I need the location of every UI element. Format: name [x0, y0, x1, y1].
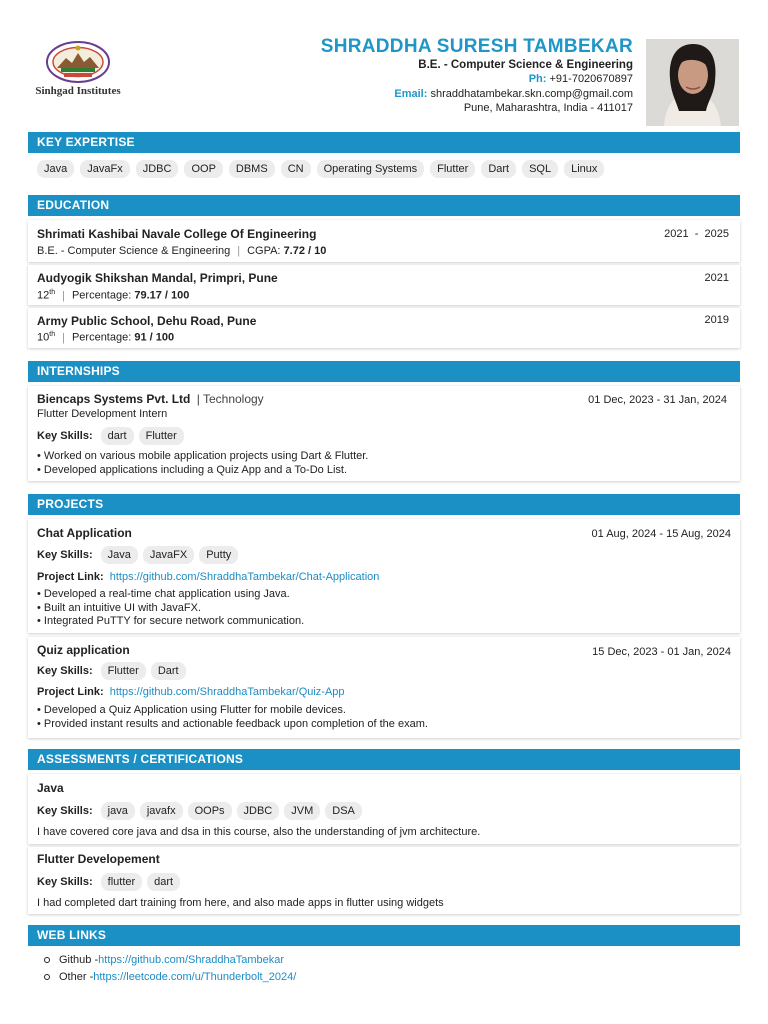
score-value: 7.72 / 10: [283, 245, 327, 257]
year-end: 2025: [704, 228, 729, 240]
location-line: Pune, Maharashtra, India - 411017: [463, 102, 633, 114]
profile-photo: [646, 39, 739, 126]
bullet-list: [37, 704, 428, 731]
bullet-list: [37, 588, 304, 629]
project-link[interactable]: https://github.com/ShraddhaTambekar/Chat-Application: [109, 571, 380, 583]
key-skills-row: [37, 662, 186, 680]
portrait-icon: [646, 39, 739, 126]
skill-chip: Putty: [199, 546, 238, 564]
key-skills-row: [37, 873, 180, 891]
education-detail: [37, 245, 326, 257]
internship-dates: 01 Dec, 2023 - 31 Jan, 2024: [588, 394, 727, 406]
candidate-name: SHRADDHA SURESH TAMBEKAR: [320, 36, 633, 57]
expertise-chip: SQL: [522, 160, 558, 178]
phone-label: Ph:: [528, 73, 547, 85]
skill-chip: Flutter: [101, 662, 146, 680]
school-name: Army Public School, Dehu Road, Pune: [37, 314, 257, 328]
bullet-item: • Worked on various mobile application projects using Dart & Flutter.: [37, 450, 369, 462]
key-skills-label: Key Skills:: [37, 805, 93, 817]
bullet-list: [37, 450, 368, 477]
skill-chip: dart: [147, 873, 180, 891]
assessment-description: I have covered core java and dsa in this course, also the understanding of jvm architecture.: [37, 826, 481, 838]
institute-logo: [28, 38, 128, 97]
project-title: Quiz application: [37, 643, 130, 657]
candidate-degree: B.E. - Computer Science & Engineering: [418, 59, 633, 71]
grade-text: 10: [37, 331, 50, 344]
company-line: [37, 392, 264, 406]
education-year: 2019: [704, 314, 729, 326]
key-skills-row: [37, 427, 184, 445]
education-years: [664, 228, 729, 240]
skill-chip: Flutter: [139, 427, 184, 445]
expertise-chip: CN: [281, 160, 311, 178]
section-header-education: EDUCATION: [28, 195, 740, 216]
bullet-circle-icon: [44, 957, 50, 963]
expertise-chip: OOP: [184, 160, 222, 178]
company-domain: | Technology: [196, 392, 264, 406]
education-year: 2021: [704, 272, 729, 284]
expertise-chip-list: [37, 160, 604, 178]
assessment-entry: [28, 847, 740, 914]
web-link-label: Other -: [59, 970, 94, 983]
key-skills-row: [37, 802, 362, 820]
expertise-chip: JDBC: [136, 160, 179, 178]
phone-line: [321, 72, 633, 87]
project-entry: [28, 637, 740, 738]
key-skills-label: Key Skills:: [37, 430, 93, 442]
expertise-chip: Java: [37, 160, 74, 178]
email-label: Email:: [394, 87, 428, 100]
section-header-assessments: ASSESSMENTS / CERTIFICATIONS: [28, 749, 740, 770]
year-start: 2021: [664, 228, 689, 240]
project-link-row: [37, 571, 379, 583]
skill-chip: DSA: [325, 802, 362, 820]
bullet-item: • Developed a Quiz Application using Flutter for mobile devices.: [37, 704, 346, 716]
separator: |: [62, 289, 65, 302]
project-entry: [28, 519, 740, 633]
leetcode-link[interactable]: https://leetcode.com/u/Thunderbolt_2024/: [93, 970, 297, 983]
email-value[interactable]: shraddhatambekar.skn.comp@gmail.com: [430, 87, 633, 100]
section-header-weblinks: WEB LINKS: [28, 925, 740, 946]
expertise-chip: Dart: [481, 160, 516, 178]
skill-chip: JDBC: [237, 802, 280, 820]
internship-entry: [28, 386, 740, 481]
project-dates: 01 Aug, 2024 - 15 Aug, 2024: [591, 528, 731, 540]
education-entry: [28, 220, 740, 262]
skill-chip: dart: [101, 427, 134, 445]
intern-role: Flutter Development Intern: [37, 408, 168, 420]
skill-chip: flutter: [101, 873, 143, 891]
phone-value[interactable]: +91-7020670897: [549, 73, 633, 85]
year-dash: -: [694, 228, 699, 240]
email-line: [321, 87, 633, 102]
assessment-title: Java: [37, 781, 64, 795]
key-skills-row: [37, 546, 238, 564]
skill-chip: JavaFX: [143, 546, 194, 564]
degree-text: B.E. - Computer Science & Engineering: [37, 245, 231, 257]
skill-chip: Java: [101, 546, 138, 564]
skill-chip: JVM: [284, 802, 320, 820]
skill-chip: Dart: [151, 662, 186, 680]
project-link-row: [37, 686, 345, 698]
project-dates: 15 Dec, 2023 - 01 Jan, 2024: [592, 646, 731, 658]
web-link-label: Github -: [59, 954, 99, 966]
bullet-item: • Built an intuitive UI with JavaFX.: [37, 601, 202, 614]
grade-suffix: th: [49, 289, 56, 296]
education-entry: [28, 265, 740, 305]
skill-chip: java: [101, 802, 135, 820]
education-detail: [37, 331, 174, 344]
skill-chip: javafx: [140, 802, 183, 820]
expertise-chip: Operating Systems: [317, 160, 425, 178]
expertise-chip: Flutter: [430, 160, 475, 178]
project-link-label: Project Link:: [37, 571, 104, 583]
score-value: 91 / 100: [134, 331, 175, 344]
skill-chip: OOPs: [188, 802, 232, 820]
logo-caption: Sinhgad Institutes: [35, 85, 121, 97]
expertise-chip: DBMS: [229, 160, 275, 178]
assessment-entry: [28, 774, 740, 844]
key-skills-label: Key Skills:: [37, 549, 93, 561]
project-link-label: Project Link:: [37, 686, 104, 698]
grade-text: 12: [37, 289, 50, 302]
bullet-item: • Integrated PuTTY for secure network communication.: [37, 615, 305, 627]
key-skills-label: Key Skills:: [37, 876, 93, 888]
github-link[interactable]: https://github.com/ShraddhaTambekar: [98, 954, 285, 966]
sinhgad-emblem-icon: [44, 38, 112, 84]
project-link[interactable]: https://github.com/ShraddhaTambekar/Quiz-App: [109, 686, 345, 698]
assessment-description: I had completed dart training from here, and also made apps in flutter using widgets: [37, 897, 444, 909]
expertise-chip: JavaFx: [80, 160, 129, 178]
web-links-list: [44, 952, 296, 985]
key-skills-label: Key Skills:: [37, 665, 93, 677]
score-label: CGPA:: [247, 245, 281, 257]
school-name: Shrimati Kashibai Navale College Of Engineering: [37, 227, 317, 241]
section-header-internships: INTERNSHIPS: [28, 361, 740, 382]
separator: |: [237, 245, 241, 257]
score-label: Percentage:: [71, 289, 132, 302]
separator: |: [62, 331, 65, 344]
contact-block: [321, 36, 633, 116]
school-name: Audyogik Shikshan Mandal, Primpri, Pune: [37, 271, 278, 285]
grade-suffix: th: [49, 331, 56, 338]
web-link-item: [44, 952, 296, 969]
expertise-chip: Linux: [564, 160, 604, 178]
assessment-title: Flutter Developement: [37, 852, 160, 866]
score-value: 79.17 / 100: [134, 289, 190, 302]
bullet-circle-icon: [44, 974, 50, 980]
bullet-item: • Developed a real-time chat application using Java.: [37, 588, 290, 600]
project-title: Chat Application: [37, 526, 132, 540]
education-entry: [28, 308, 740, 348]
score-label: Percentage:: [71, 331, 132, 344]
section-header-expertise: KEY EXPERTISE: [28, 132, 740, 153]
section-header-projects: PROJECTS: [28, 494, 740, 515]
education-detail: [37, 289, 189, 302]
bullet-item: • Developed applications including a Quiz App and a To-Do List.: [37, 463, 348, 476]
bullet-item: • Provided instant results and actionable feedback upon completion of the exam.: [37, 717, 428, 730]
company-name: Biencaps Systems Pvt. Ltd: [37, 392, 191, 406]
web-link-item: [44, 969, 296, 986]
